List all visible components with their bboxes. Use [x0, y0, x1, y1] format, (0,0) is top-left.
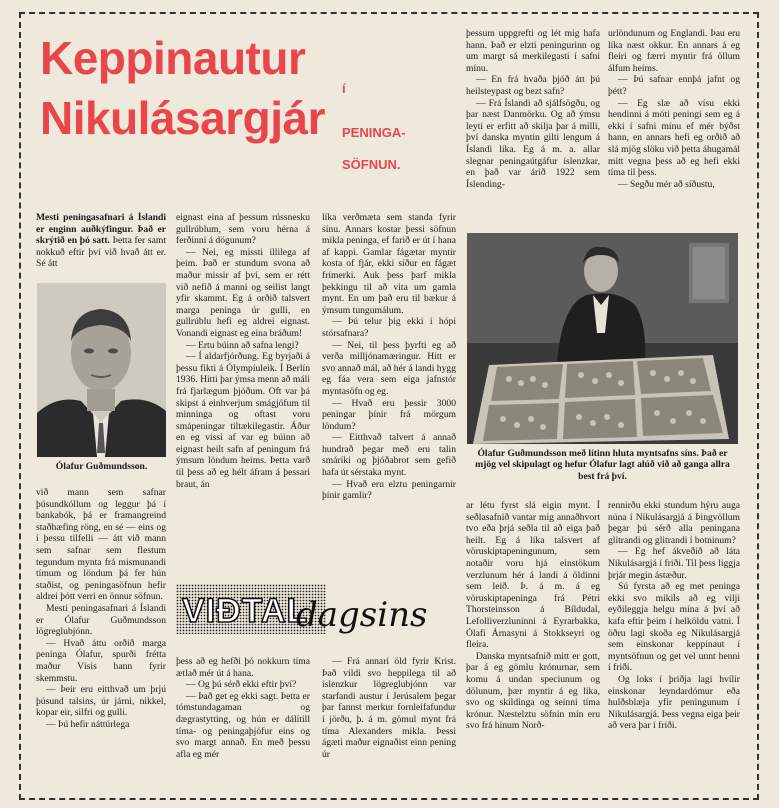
paragraph: Og loks í þriðja lagi hvílir einskonar leyndardómur eða hulðsblæja yfir peningunum í Nikulásargjá. Þess vegna eiga þeir að vera þar í friði. [608, 673, 740, 732]
column-5-top [608, 28, 740, 223]
paragraph: Danska myntsafnið mitt er gott, þar á eg gömlu krónurnar, sem komu á undan speciunum og dölunum, þær myntir á eg líka, svo og skildinga og seinni tíma krónur. Næstelztu söfnin mín eru svo frá hinum Norð- [466, 650, 600, 732]
vidtal-word: VIÐTAL [182, 592, 309, 630]
paragraph: — Hvað eru þessir 3000 peningar þínir frá mörgum löndum? [322, 397, 456, 432]
paragraph: — Ertu búinn að safna lengi? [186, 339, 299, 351]
lead-text: Þetta fer samt nokkuð eftir því við hvað átt er. Sé átt [36, 235, 166, 270]
paragraph: — Það get eg ekki sagt. Þetta er tómstundagaman og dægrastytting, og hún er dálítill tíma- og peningaþjófur eins og svo margt annað. En með þessu afla eg mér [176, 690, 310, 760]
paragraph: — Eg hef ákveðið að láta Nikulásargjá í friði. Til þess liggja þrjár megin ástæður. [608, 546, 740, 581]
portrait-photo [37, 283, 166, 457]
paragraph: — Eitthvað talvert á annað hundrað þegar með eru talin smáríki og þjóðabrot sem gefið hafa út sérstaka mynt. [322, 432, 456, 479]
paragraph: — Þeir eru eitthvað um þrjú þúsund talsins, úr járni, nikkel, kopar eir, silfri og gulli. [36, 684, 166, 719]
subheadline-peninga: PENINGA- [342, 125, 406, 140]
paragraph: þessum uppgrefti og lét mig hafa hann. Það er elzti peningurinn og um margt sá merkilegasti í safni mínu. [466, 28, 600, 74]
paragraph: — Hvað áttu orðið marga peninga Ólafur, spurði frétta maður Vísis hann fyrir skemmstu. [36, 637, 166, 684]
lead-paragraph [36, 212, 166, 270]
portrait-caption: Ólafur Guðmundsson. [55, 461, 148, 472]
headline-line-2: Nikulásargjár [40, 92, 325, 144]
paragraph: Mesti peningasafnari á Íslandi er Ólafur Guðmundsson lögreglubjónn. [36, 602, 166, 638]
paragraph: líka verðmæta sem standa fyrir sínu. Annars kostar þessi söfnun mikla peninga, ef farið er út í hana af kappi. Gamlar fágætar myntir kosta of fjár, ekki síður en fágæt frímerki. Auk þess þarf mikla þekkingu til að vita um gamla mynt. En um það eru til bækur á ýmsum tungumálum. [322, 212, 456, 316]
paragraph: — Þú safnar ennþá jafnt og þétt? [608, 74, 740, 97]
dagsins-word: dagsins [296, 595, 428, 635]
paragraph: Sú fyrsta að eg met peninga ekki svo mikils að eg vilji eyðileggja helgu mína á því að kafa eftir þeim í helköldu vatni. Í öðru lagi skoða eg Nikulásargjá sem einskonar keppinaut í myntsöfnun og get vel unnt henni í friði. [608, 581, 740, 674]
subheadline-i: í [342, 81, 346, 96]
column-2-bottom [176, 656, 310, 776]
column-3-bottom [322, 656, 456, 776]
portrait-image [37, 283, 166, 457]
paragraph: — Frá Íslandi að sjálfsögðu, og þar næst Danmörku. Og að ýmsu leyti er erfitt að skilja þar á milli, því danska myntin gilti lengum á Íslandi líka. Eg á m. a. allar slegnar peningaútgáfur íslenzkar, en það var árið 1922 sem Íslending- [466, 97, 600, 190]
paragraph: — Í aldarfjórðung. Eg byrjaði á þessu fikti á Ólympíuleik. Í Berlín 1936. Hitti þar ýmsa menn að máli frá fjarlægum þjóðum. Oft var þá skipst á einhverjum smágjöfum til minninga og oftast voru smápeningar tiltækilegastir. Áður en eg vissi af var eg búinn að eignast heilt safn af peningum frá ýmsum löndum heims. Þetta varð til þess að eg hélt áfram á þessari braut, án [176, 351, 310, 490]
column-2-top [176, 212, 310, 576]
paragraph: — Nei, til þess þyrfti eg að verða milljónamæringur. Hitt er svo annað mál, að hér á landi hygg eg fáa vera sem eiga jafnstór myntasöfn og eg. [322, 339, 456, 397]
paragraph: — Og þú sérð ekki eftir því? [186, 679, 297, 691]
paragraph: þess að eg hefði þó nokkurn tíma ætlað mér út á hana. [176, 656, 310, 679]
paragraph: — Frá annari öld fyrir Krist. Það vildi svo heppilega til að íslenzkur lögreglubjónn var starfandi austur í Jerúsalem þegar þar fannst merkur fornleifafundur í jörðu, þ. á m. gömul mynt frá tíma Alexanders mikla. Þessi ágæti maður eignaðist einn pening úr [322, 656, 456, 760]
coin-photo-caption: Ólafur Guðmundsson með lítinn hluta myntsafns síns. Það er mjög vel skipulagt og hefur Ólafur lagt alúð við að ganga allra best frá því. [475, 448, 730, 482]
paragraph: rennirðu ekki stundum hýru auga núna í Nikulásargjá á Þingvöllum þegar þú sérð alla peningana glitrandi og glitrandi í botninum? [608, 500, 740, 546]
coin-collection-photo [467, 233, 738, 444]
coin-collection-image [467, 233, 738, 444]
column-1-bottom [36, 487, 166, 773]
subheadline-sofnun: SÖFNUN. [342, 157, 401, 172]
column-3-top [322, 212, 456, 576]
paragraph: ar létu fyrst slá eigin mynt. Í seðlasafnið vantar mig annaðhvort tvo eða þrjá seðla til að eiga það heilt. Eg á líka talsvert af vöruskiptapeningunum, sem notaðir voru hjá einstökum verzlunum hér á landi á öldinni sem leið. Þ. á m. á eg vöruskiptapeninga frá Pétri Thorsteinsson á Bíldudal, Lefolliverzluninni á Eyrarbakka, Ólafi Árnasyni á Stokkseyri og fleira. [466, 500, 600, 651]
column-4-bottom [466, 500, 600, 776]
paragraph: eignast eina af þessum rússnesku gullrúblum, sem voru hérna á ferðinni á dögunum? [176, 212, 310, 247]
headline-line-1: Keppinautur [40, 32, 306, 84]
vidtal-dagsins-graphic [176, 578, 464, 640]
column-4-top [466, 28, 600, 223]
headline [40, 28, 325, 148]
paragraph: — Þú telur þig ekki í hópi stórsafnara? [322, 316, 456, 339]
column-5-bottom [608, 500, 740, 776]
paragraph: — Nei, eg missti illilega af þeim. Það er stundum svona að maður missir af því, sem er rétt við nefið á manni og seilist langt yfir skammt. Eg á orðið talsvert marga peninga úr gulli, en gullrúblu hefi eg aldrei eignast. Vonandi eignast eg eina bráðum! [176, 246, 310, 339]
vidtal-dagsins-logo [176, 578, 464, 640]
paragraph: við mann sem safnar þúsundkóllum og leggur þá í bankabók, þá er framangreind staðhæfing röng, en sé — eins og í þessu tilfelli — átt við mann sem safnar sem flestum tegundum mynta frá mismunandi tímum og löndum þá fer hún staðist, og peningasöfnun hefir aldrei þótt verri en önnur söfnun. [36, 487, 166, 603]
paragraph: — Eg slæ að vísu ekki hendinni á móti peningi sem eg á ekki í safni mínu ef mér býðst hann, en annars hefi eg orðið að slá mjög slöku við þetta áhugamál mitt vegna þess að eg hefi ekki tíma til þess. [608, 97, 740, 179]
paragraph: — Þú hefir náttúrlega [46, 718, 130, 730]
paragraph: — Segðu mér að síðustu, [618, 178, 715, 190]
paragraph: — En frá hvaða þjóð átt þú heilsteypast og bezt safn? [466, 74, 600, 97]
paragraph: urlöndunum og Englandi. Þau eru líka næst okkur. En annars á eg fleiri og færri myntir frá öllum álfum heims. [608, 28, 740, 74]
lead-bold: Mesti peningasafnari á Íslandi er enginn auðkýfingur. Það er skrýtið en þó satt. [36, 212, 166, 247]
paragraph: — Hvað eru elztu peningarnir þínir gamlir? [322, 478, 456, 502]
